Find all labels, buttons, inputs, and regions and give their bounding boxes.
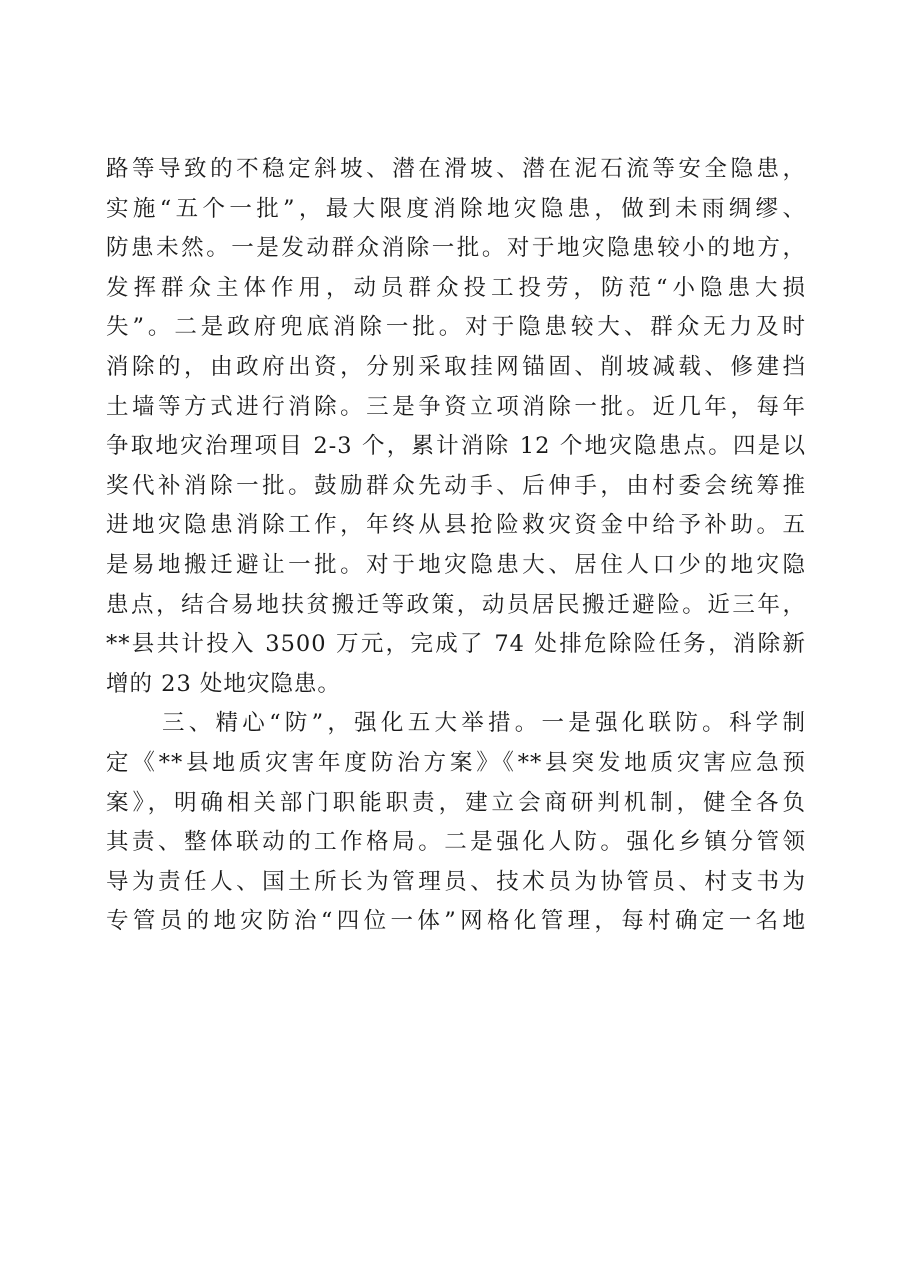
text-line: 进地灾隐患消除工作，年终从县抢险救灾资金中给予补助。五 <box>106 512 806 539</box>
text-line: 实施“五个一批”，最大限度消除地灾隐患，做到未雨绸缪、 <box>106 195 806 222</box>
text-line: 案》，明确相关部门职能职责，建立会商研判机制，健全各负 <box>106 789 806 816</box>
text-line: 专管员的地灾防治“四位一体”网格化管理，每村确定一名地 <box>106 908 806 935</box>
text-line: 失”。二是政府兜底消除一批。对于隐患较大、群众无力及时 <box>106 314 806 341</box>
text-line: 患点，结合易地扶贫搬迁等政策，动员居民搬迁避险。近三年， <box>106 591 806 618</box>
text-line: 消除的，由政府出资，分别采取挂网锚固、削坡减载、修建挡 <box>106 353 806 380</box>
text-line: 定《**县地质灾害年度防治方案》《**县突发地质灾害应急预 <box>106 749 806 776</box>
text-line: 其责、整体联动的工作格局。二是强化人防。强化乡镇分管领 <box>106 829 806 856</box>
text-line: 奖代补消除一批。鼓励群众先动手、后伸手，由村委会统筹推 <box>106 472 806 499</box>
text-line: 土墙等方式进行消除。三是争资立项消除一批。近几年，每年 <box>106 393 806 420</box>
text-line: 路等导致的不稳定斜坡、潜在滑坡、潜在泥石流等安全隐患， <box>106 156 806 182</box>
body-text <box>106 150 806 942</box>
section-heading-line: 三、精心“防”，强化五大举措。一是强化联防。科学制 <box>162 710 806 737</box>
text-line: 是易地搬迁避让一批。对于地灾隐患大、居住人口少的地灾隐 <box>106 551 806 578</box>
text-line: 导为责任人、国土所长为管理员、技术员为协管员、村支书为 <box>106 868 806 895</box>
text-line: 防患未然。一是发动群众消除一批。对于地灾隐患较小的地方， <box>106 235 806 262</box>
text-line: 发挥群众主体作用，动员群众投工投劳，防范“小隐患大损 <box>106 274 806 301</box>
paragraph-end-line: 增的 23 处地灾隐患。 <box>106 670 341 697</box>
text-line: **县共计投入 3500 万元，完成了 74 处排危除险任务，消除新 <box>106 631 806 658</box>
text-line: 争取地灾治理项目 2-3 个，累计消除 12 个地灾隐患点。四是以 <box>106 433 806 460</box>
